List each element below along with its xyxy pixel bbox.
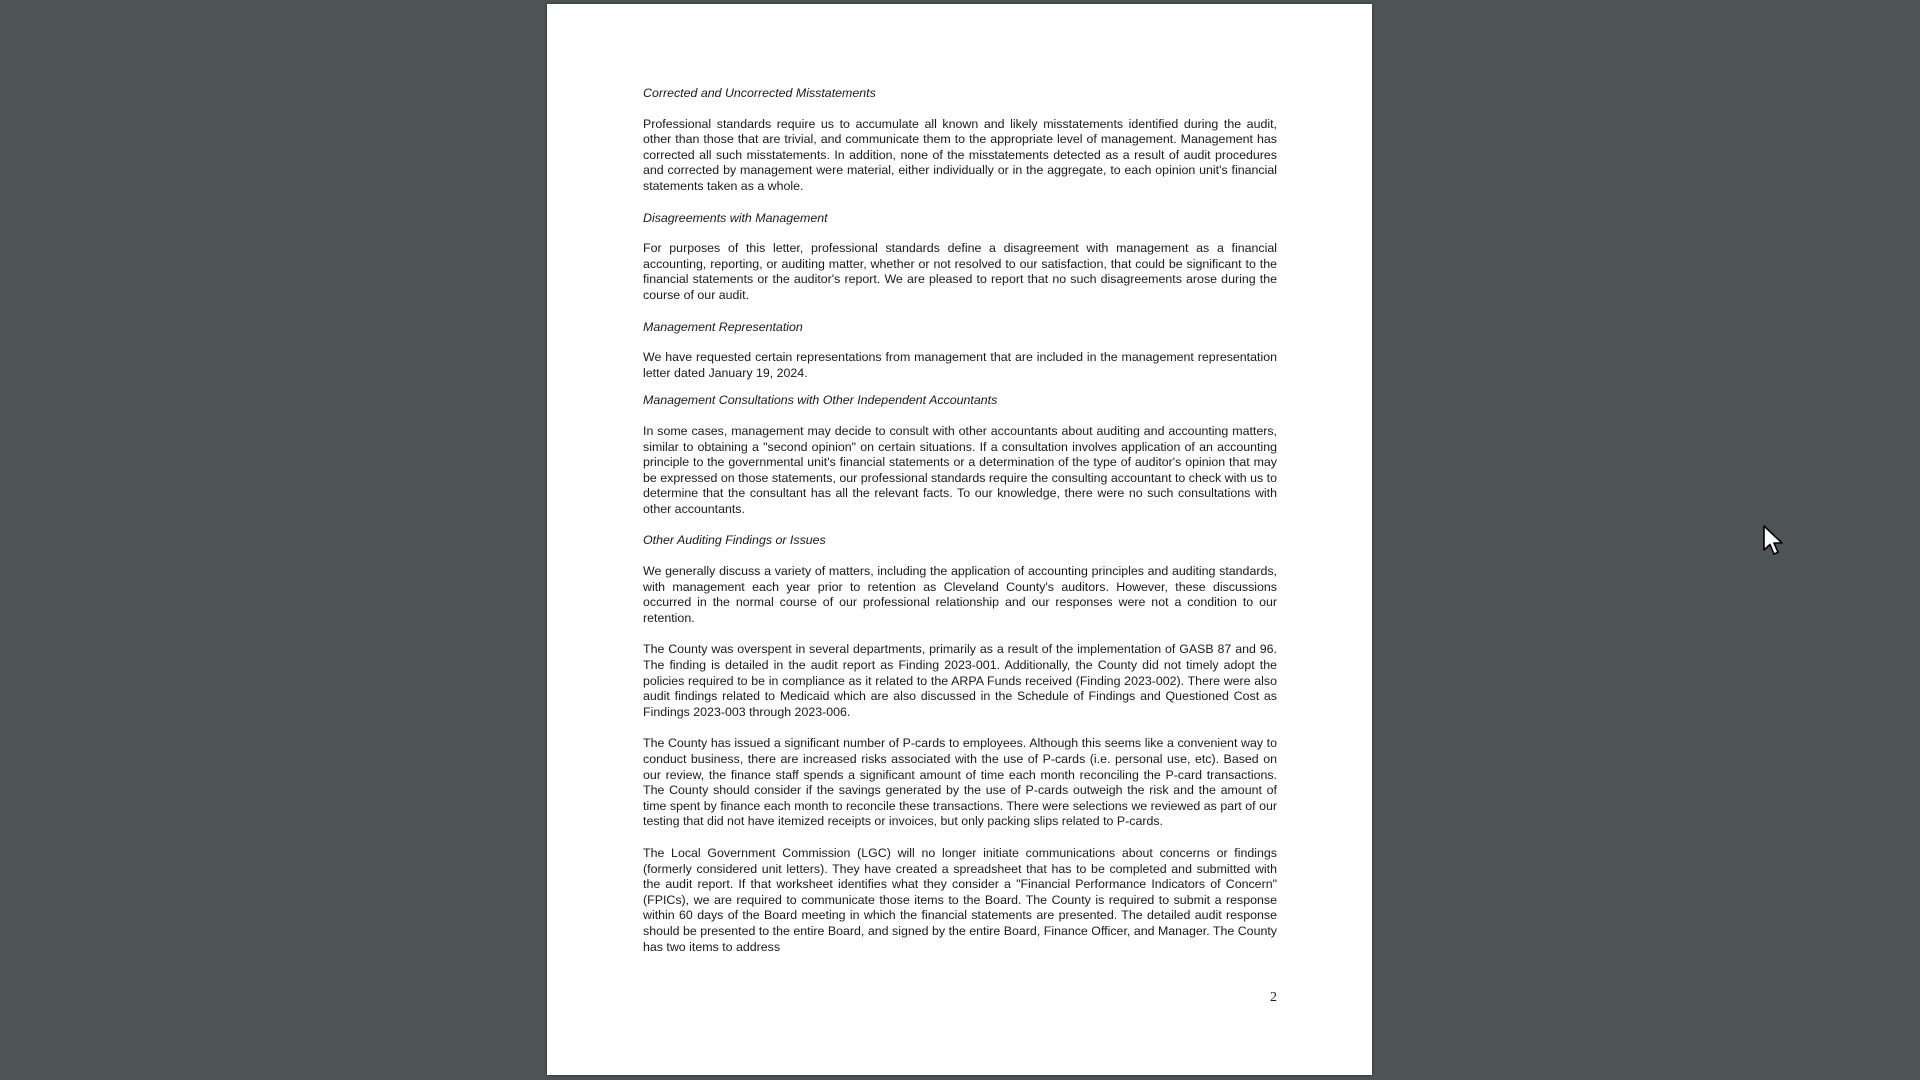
paragraph-other-findings-1: We generally discuss a variety of matters, including the application of accounting principles and auditing standards, with management each year prior to retention as Cleveland County's auditors. However, these discussions occurred in the normal course of our professional relationship and our responses were not a condition to our retention. [643, 564, 1277, 625]
section-heading-disagreements: Disagreements with Management [643, 210, 828, 225]
paragraph-misstatements: Professional standards require us to accumulate all known and likely misstatements identified during the audit, other than those that are trivial, and communicate them to the appropriate level of management. Management has corrected all such misstatements. In addition, none of the misstatements detected as a result of audit procedures and corrected by management were material, either individually or in the aggregate, to each opinion unit's financial statements taken as a whole. [643, 116, 1277, 193]
paragraph-disagreements: For purposes of this letter, professional standards define a disagreement with management as a financial accounting, reporting, or auditing matter, whether or not resolved to our satisfaction, that could be significant to the financial statements or the auditor's report. We are pleased to report that no such disagreements arose during the course of our audit. [643, 241, 1277, 302]
paragraph-other-findings-4: The Local Government Commission (LGC) will no longer initiate communications about concerns or findings (formerly considered unit letters). They have created a spreadsheet that has to be completed and submitted with the audit report. If that worksheet identifies what they consider a "Financial Performance Indicators of Concern" (FPICs), we are required to communicate those items to the Board. The County is required to submit a response within 60 days of the Board meeting in which the financial statements are presented. The detailed audit response should be presented to the entire Board, and signed by the entire Board, Finance Officer, and Manager. The County has two items to address [643, 845, 1277, 954]
document-page [547, 4, 1372, 1075]
page-content [643, 86, 1277, 971]
section-heading-representation: Management Representation [643, 319, 803, 334]
section-heading-other-findings: Other Auditing Findings or Issues [643, 533, 826, 548]
mouse-pointer-icon [1762, 525, 1784, 557]
paragraph-representation: We have requested certain representations from management that are included in the management representation letter dated January 19, 2024. [643, 350, 1277, 380]
section-heading-misstatements: Corrected and Uncorrected Misstatements [643, 86, 876, 100]
paragraph-consultations: In some cases, management may decide to consult with other accountants about auditing and accounting matters, similar to obtaining a "second opinion" on certain situations. If a consultation involves application of an accounting principle to the governmental unit's financial statements or a determination of the type of auditor's opinion that may be expressed on those statements, our professional standards require the consulting accountant to check with us to determine that the consultant has all the relevant facts. To our knowledge, there were no such consultations with other accountants. [643, 423, 1277, 516]
section-heading-consultations: Management Consultations with Other Independent Accountants [643, 393, 998, 408]
paragraph-other-findings-3: The County has issued a significant number of P-cards to employees. Although this seems like a convenient way to conduct business, there are increased risks associated with the use of P-cards (i.e. personal use, etc). Based on our review, the finance staff spends a significant amount of time each month reconciling the P-card transactions. The County should consider if the savings generated by the use of P-cards outweigh the risk and the amount of time spent by finance each month to reconcile these transactions. There were selections we reviewed as part of our testing that did not have itemized receipts or invoices, but only packing slips related to P-cards. [643, 736, 1277, 829]
page-number: 2 [1270, 990, 1277, 1005]
paragraph-other-findings-2: The County was overspent in several departments, primarily as a result of the implementation of GASB 87 and 96. The finding is detailed in the audit report as Finding 2023-001. Additionally, the County did not timely adopt the policies required to be in compliance as it related to the ARPA Funds received (Finding 2023-002). There were also audit findings related to Medicaid which are also discussed in the Schedule of Findings and Questioned Cost as Findings 2023-003 through 2023-006. [643, 642, 1277, 719]
